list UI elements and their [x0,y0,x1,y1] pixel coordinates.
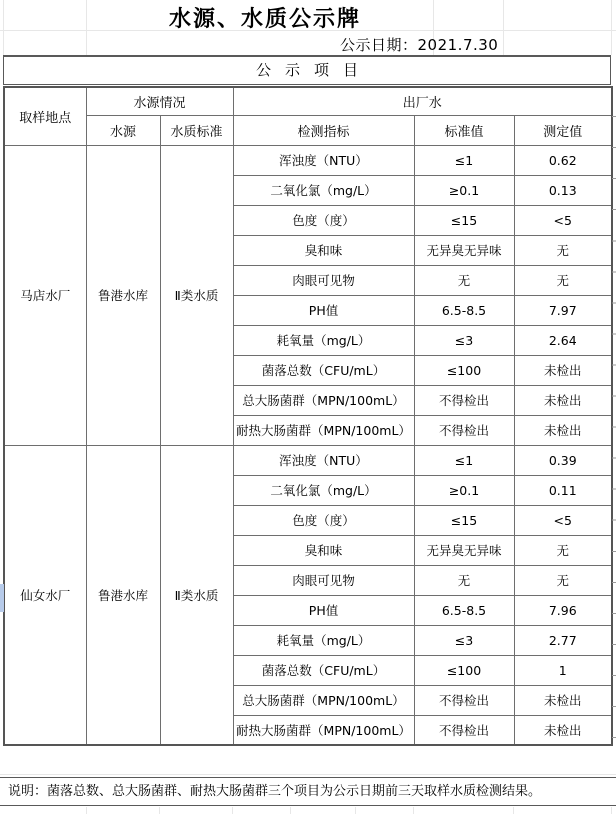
indicator-cell: 总大肠菌群（MPN/100mL） [233,385,414,415]
measured-value-cell: 1 [514,655,612,685]
grid-line [159,807,160,814]
standard-value-cell: 无 [414,265,514,295]
indicator-cell: 浑浊度（NTU） [233,445,414,475]
measured-value-cell: 2.77 [514,625,612,655]
standard-value-cell: 无异臭无异味 [414,235,514,265]
table-row [4,445,612,475]
measured-value-cell: <5 [514,505,612,535]
measured-value-cell: <5 [514,205,612,235]
measured-value-cell: 无 [514,535,612,565]
measured-value-cell: 无 [514,265,612,295]
standard-value-cell: 不得检出 [414,685,514,715]
standard-value-cell: ≤100 [414,355,514,385]
indicator-cell: 总大肠菌群（MPN/100mL） [233,685,414,715]
indicator-cell: 耗氧量（mg/L） [233,625,414,655]
standard-value-cell: ≤15 [414,205,514,235]
header-measured-value: 测定值 [514,115,612,145]
measured-value-cell: 未检出 [514,355,612,385]
left-edge-marker [0,584,4,612]
water-quality-table [3,86,613,746]
standard-value-cell: ≤100 [414,655,514,685]
standard-value-cell: 不得检出 [414,385,514,415]
header-outflow-group: 出厂水 [233,87,612,115]
grid-line [86,807,87,814]
header-sampling-location: 取样地点 [4,87,86,145]
indicator-cell: PH值 [233,295,414,325]
standard-value-cell: 不得检出 [414,415,514,445]
grid-line [611,807,612,814]
standard-value-cell: ≤3 [414,625,514,655]
standard-value-cell: 无 [414,565,514,595]
indicator-cell: 菌落总数（CFU/mL） [233,655,414,685]
measured-value-cell: 0.11 [514,475,612,505]
indicator-cell: 肉眼可见物 [233,565,414,595]
standard-value-cell: ≤1 [414,145,514,175]
sheet-row-ticks [612,86,616,768]
measured-value-cell: 7.96 [514,595,612,625]
indicator-cell: 肉眼可见物 [233,265,414,295]
note: 说明：菌落总数、总大肠菌群、耐热大肠菌群三个项目为公示日期前三天取样水质检测结果。 [0,777,616,806]
measured-value-cell: 未检出 [514,415,612,445]
header-source: 水源 [86,115,160,145]
plant-cell: 马店水厂 [4,145,86,445]
indicator-cell: 二氧化氯（mg/L） [233,175,414,205]
page-title: 水源、水质公示牌 [168,7,361,32]
table-row [4,145,612,175]
plant-cell: 仙女水厂 [4,445,86,745]
header-row [4,87,612,115]
measured-value-cell: 0.39 [514,445,612,475]
measured-value-cell: 未检出 [514,685,612,715]
standard-value-cell: ≤3 [414,325,514,355]
grid-line [232,807,233,814]
indicator-cell: 色度（度） [233,205,414,235]
indicator-cell: 臭和味 [233,235,414,265]
quality-cell: Ⅱ类水质 [160,145,233,445]
measured-value-cell: 2.64 [514,325,612,355]
measured-value-cell: 未检出 [514,385,612,415]
indicator-cell: 二氧化氯（mg/L） [233,475,414,505]
indicator-cell: 臭和味 [233,535,414,565]
grid-line [413,807,414,814]
section-banner: 公示项目 [3,55,611,85]
grid-line [355,807,356,814]
standard-value-cell: 6.5-8.5 [414,595,514,625]
header-standard-value: 标准值 [414,115,514,145]
source-cell: 鲁港水库 [86,145,160,445]
indicator-cell: PH值 [233,595,414,625]
indicator-cell: 耗氧量（mg/L） [233,325,414,355]
standard-value-cell: ≤1 [414,445,514,475]
standard-value-cell: 6.5-8.5 [414,295,514,325]
measured-value-cell: 无 [514,235,612,265]
header-indicator: 检测指标 [233,115,414,145]
source-cell: 鲁港水库 [86,445,160,745]
grid-line [611,0,612,55]
indicator-cell: 浑浊度（NTU） [233,145,414,175]
header-row [4,115,612,145]
header-source-group: 水源情况 [86,87,233,115]
standard-value-cell: 不得检出 [414,715,514,745]
indicator-cell: 耐热大肠菌群（MPN/100mL） [233,715,414,745]
grid-line [513,807,514,814]
measured-value-cell: 0.62 [514,145,612,175]
measured-value-cell: 0.13 [514,175,612,205]
indicator-cell: 耐热大肠菌群（MPN/100mL） [233,415,414,445]
standard-value-cell: 无异臭无异味 [414,535,514,565]
grid-line [290,807,291,814]
indicator-cell: 菌落总数（CFU/mL） [233,355,414,385]
quality-cell: Ⅱ类水质 [160,445,233,745]
indicator-cell: 色度（度） [233,505,414,535]
standard-value-cell: ≤15 [414,505,514,535]
standard-value-cell: ≥0.1 [414,175,514,205]
header-quality-standard: 水质标准 [160,115,233,145]
measured-value-cell: 7.97 [514,295,612,325]
measured-value-cell: 无 [514,565,612,595]
grid-line [0,774,616,775]
measured-value-cell: 未检出 [514,715,612,745]
standard-value-cell: ≥0.1 [414,475,514,505]
publish-date: 公示日期：2021.7.30 [340,36,499,54]
